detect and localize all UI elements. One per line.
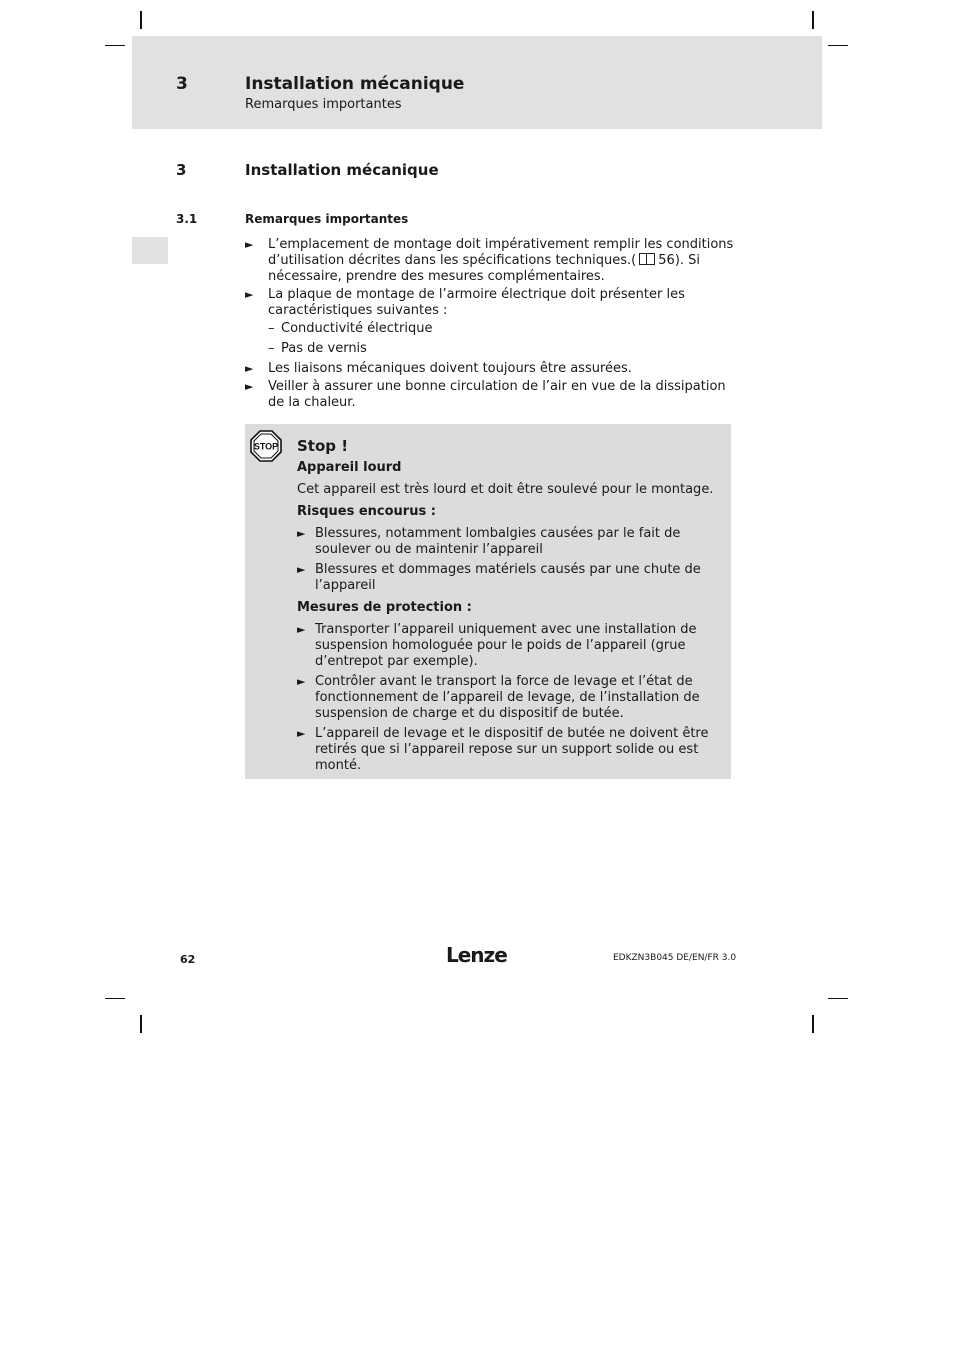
stop-warning-content [297, 438, 725, 778]
list-item-text: Veiller à assurer une bonne circulation de l’air en vue de la dissipation de la chaleur. [268, 379, 726, 410]
measure-item-text: L’appareil de levage et le dispositif de butée ne doivent être retirés que si l’appareil repose sur un support solide ou est monté. [315, 726, 709, 773]
measure-item-text: Transporter l’appareil uniquement avec une installation de suspension homologuée pour le poids de l’appareil (grue d’entrepot par exemple). [315, 622, 697, 669]
stop-sign-label: STOP [253, 441, 279, 452]
list-item [245, 379, 735, 411]
dash-icon: – [268, 321, 275, 336]
stop-title: Stop ! [297, 437, 349, 455]
stop-sign-icon [250, 430, 282, 462]
subsection-number: 3.1 [176, 212, 198, 226]
measures-heading: Mesures de protection : [297, 600, 472, 615]
list-item-text: ). Si nécessaire, prendre des mesures complémentaires. [268, 253, 701, 284]
lenze-logo: Lenze [446, 943, 507, 967]
hazard-title: Appareil lourd [297, 460, 402, 475]
crop-mark-right-bottom [828, 998, 848, 999]
arrow-right-icon: ► [297, 727, 306, 740]
arrow-right-icon: ► [297, 623, 306, 636]
risk-item [297, 562, 725, 594]
measure-item [297, 726, 725, 774]
arrow-right-icon: ► [297, 563, 306, 576]
subsection-title: Remarques importantes [245, 212, 409, 226]
requirements-list [245, 237, 735, 413]
crop-mark-left-bottom [105, 998, 125, 999]
header-chapter-title: Installation mécanique [245, 74, 465, 94]
header-band [132, 36, 822, 129]
sub-list-item [245, 341, 735, 357]
section-number: 3 [176, 161, 187, 179]
crop-mark-bottom-left [140, 1015, 142, 1033]
arrow-right-icon: ► [245, 362, 254, 375]
list-item [245, 287, 735, 319]
arrow-right-icon: ► [245, 288, 254, 301]
list-item-text: Les liaisons mécaniques doivent toujours être assurées. [268, 361, 632, 376]
list-item-text: L’emplacement de montage doit impérativement remplir les conditions d’utilisation décrites dans les spécifications techniques.( [268, 237, 734, 268]
list-item [245, 361, 735, 377]
measure-item [297, 622, 725, 670]
sub-list-item-text: Conductivité électrique [281, 321, 433, 336]
header-chapter-number: 3 [176, 74, 188, 94]
page-reference[interactable]: 56 [658, 253, 675, 268]
crop-mark-right-top [828, 45, 848, 46]
list-item-text: La plaque de montage de l’armoire électrique doit présenter les caractéristiques suivantes : [268, 287, 685, 318]
risk-item-text: Blessures, notamment lombalgies causées par le fait de soulever ou de maintenir l’appareil [315, 526, 681, 557]
section-title: Installation mécanique [245, 161, 439, 179]
arrow-right-icon: ► [297, 527, 306, 540]
page-number: 62 [180, 953, 196, 966]
risk-item [297, 526, 725, 558]
dash-icon: – [268, 341, 275, 356]
arrow-right-icon: ► [245, 238, 254, 251]
hazard-description: Cet appareil est très lourd et doit être soulevé pour le montage. [297, 482, 714, 497]
sub-list-item-text: Pas de vernis [281, 341, 367, 356]
measure-item [297, 674, 725, 722]
header-subtitle: Remarques importantes [245, 97, 402, 112]
crop-mark-bottom-right [812, 1015, 814, 1033]
sub-list-item [245, 321, 735, 337]
arrow-right-icon: ► [297, 675, 306, 688]
crop-mark-left-top [105, 45, 125, 46]
book-icon [639, 253, 655, 265]
risks-heading: Risques encourus : [297, 504, 436, 519]
crop-mark-top-right [812, 11, 814, 29]
document-id: EDKZN3B045 DE/EN/FR 3.0 [613, 953, 737, 963]
measure-item-text: Contrôler avant le transport la force de levage et l’état de fonctionnement de l’appareil de levage, de l’installation de suspension de charge et du dispositif de butée. [315, 674, 700, 721]
risk-item-text: Blessures et dommages matériels causés par une chute de l’appareil [315, 562, 701, 593]
arrow-right-icon: ► [245, 380, 254, 393]
side-tab-marker [132, 237, 168, 264]
list-item [245, 237, 735, 285]
crop-mark-top-left [140, 11, 142, 29]
